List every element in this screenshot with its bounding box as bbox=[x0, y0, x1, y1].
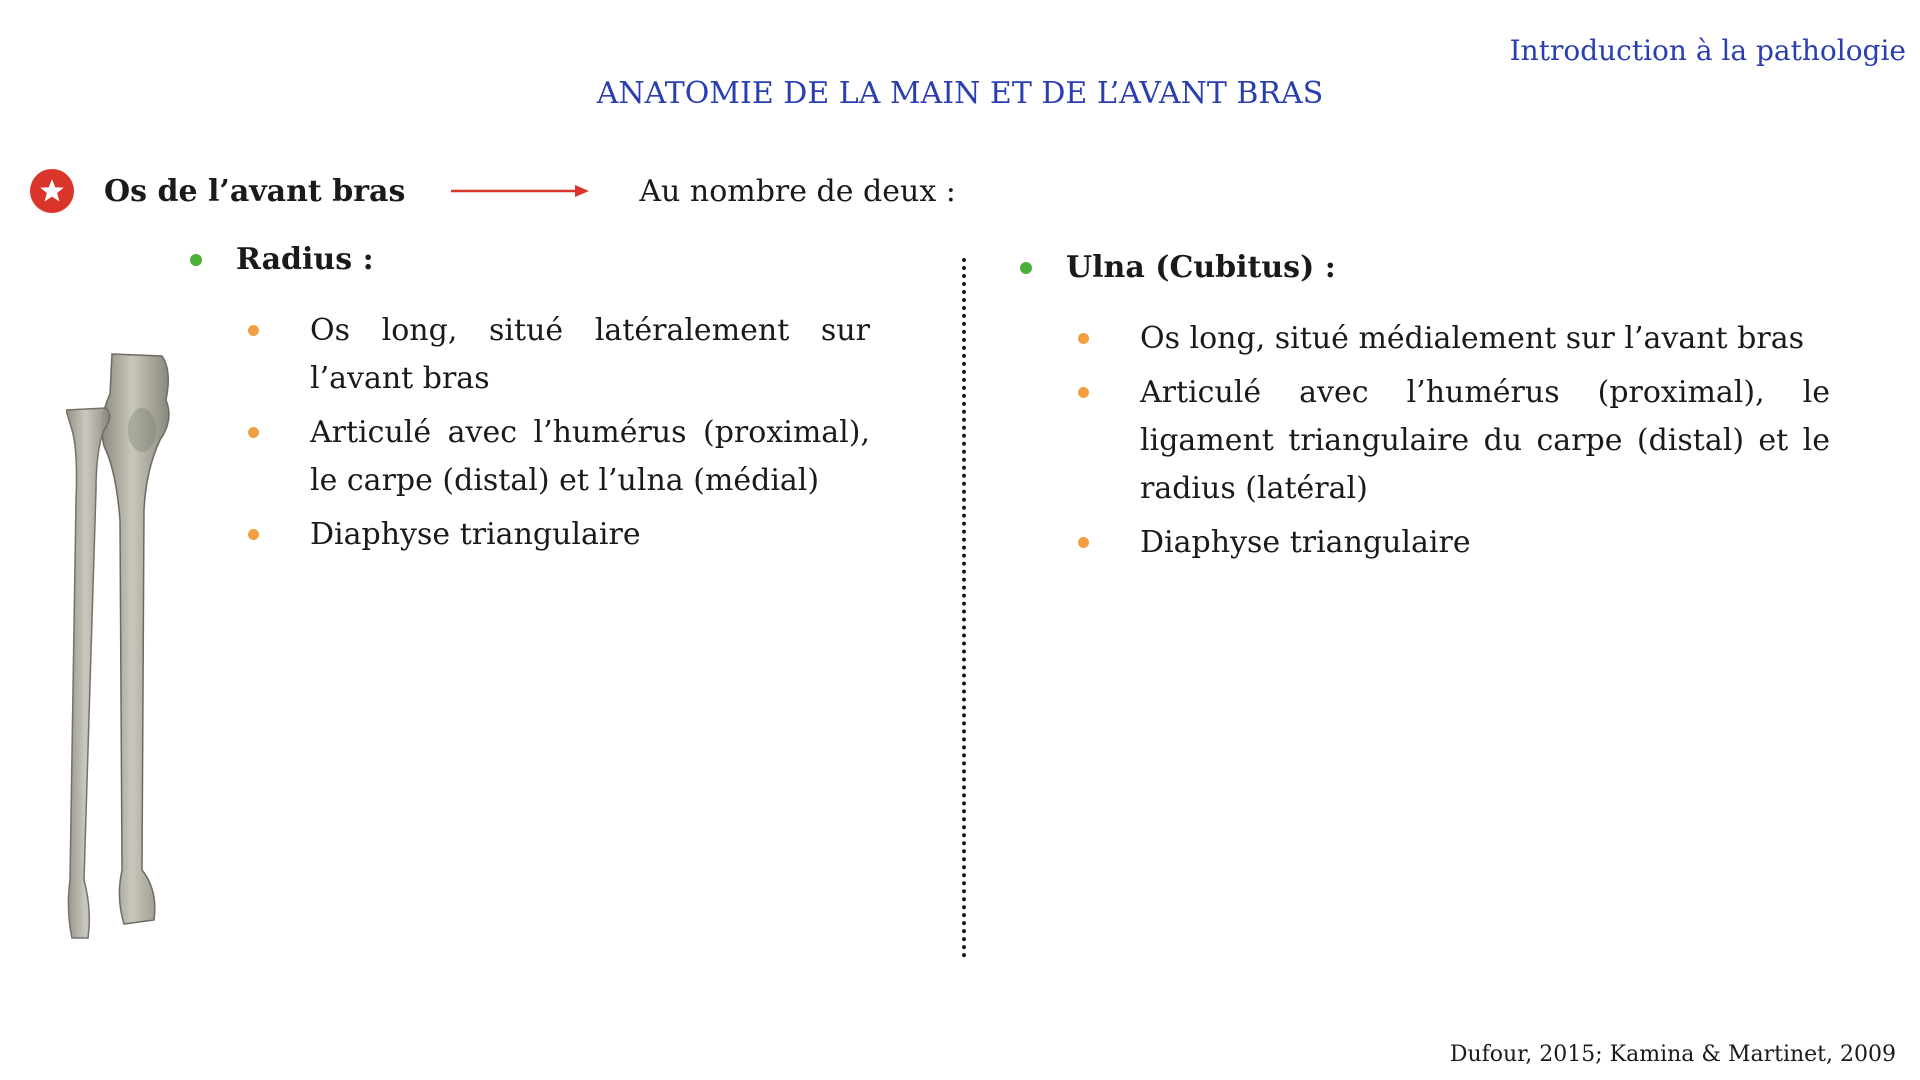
list-item-text: Articulé avec l’humérus (proximal), le carpe (distal) et l’ulna (médial) bbox=[310, 415, 870, 498]
ulna-heading bbox=[1020, 250, 1830, 285]
page-title: ANATOMIE DE LA MAIN ET DE L’AVANT BRAS bbox=[596, 76, 1324, 111]
course-subject: Introduction à la pathologie bbox=[1509, 34, 1906, 67]
bullet-dot-icon bbox=[248, 529, 259, 540]
arrow-right-icon bbox=[451, 184, 589, 198]
ulna-heading-text: Ulna (Cubitus) : bbox=[1066, 250, 1336, 285]
list-item-text: Diaphyse triangulaire bbox=[310, 517, 641, 552]
list-item bbox=[1078, 315, 1830, 363]
radius-column bbox=[190, 242, 870, 565]
radius-list bbox=[190, 307, 870, 559]
bullet-dot-icon bbox=[1020, 262, 1032, 274]
list-item bbox=[248, 409, 870, 505]
radius-heading bbox=[190, 242, 870, 277]
list-item bbox=[248, 511, 870, 559]
section-heading: Os de l’avant bras bbox=[104, 173, 406, 209]
list-item-text: Articulé avec l’humérus (proximal), le ligament triangulaire du carpe (distal) et le radius (latéral) bbox=[1140, 375, 1830, 506]
star-icon bbox=[30, 169, 74, 213]
bullet-dot-icon bbox=[1078, 333, 1089, 344]
section-heading-row bbox=[30, 168, 956, 214]
bullet-dot-icon bbox=[190, 254, 202, 266]
bullet-dot-icon bbox=[1078, 537, 1089, 548]
column-divider bbox=[962, 258, 966, 958]
list-item bbox=[248, 307, 870, 403]
reference-citation: Dufour, 2015; Kamina & Martinet, 2009 bbox=[1449, 1042, 1896, 1067]
bullet-dot-icon bbox=[248, 427, 259, 438]
list-item-text: Diaphyse triangulaire bbox=[1140, 525, 1471, 560]
radius-heading-text: Radius : bbox=[236, 242, 374, 277]
ulna-column bbox=[1020, 250, 1830, 573]
list-item bbox=[1078, 519, 1830, 567]
bullet-dot-icon bbox=[248, 325, 259, 336]
bullet-dot-icon bbox=[1078, 387, 1089, 398]
list-item bbox=[1078, 369, 1830, 513]
forearm-bones-image bbox=[66, 350, 186, 940]
ulna-list bbox=[1020, 315, 1830, 567]
list-item-text: Os long, situé médialement sur l’avant bras bbox=[1140, 321, 1804, 356]
list-item-text: Os long, situé latéralement sur l’avant bras bbox=[310, 313, 870, 396]
section-intro: Au nombre de deux : bbox=[639, 173, 956, 209]
